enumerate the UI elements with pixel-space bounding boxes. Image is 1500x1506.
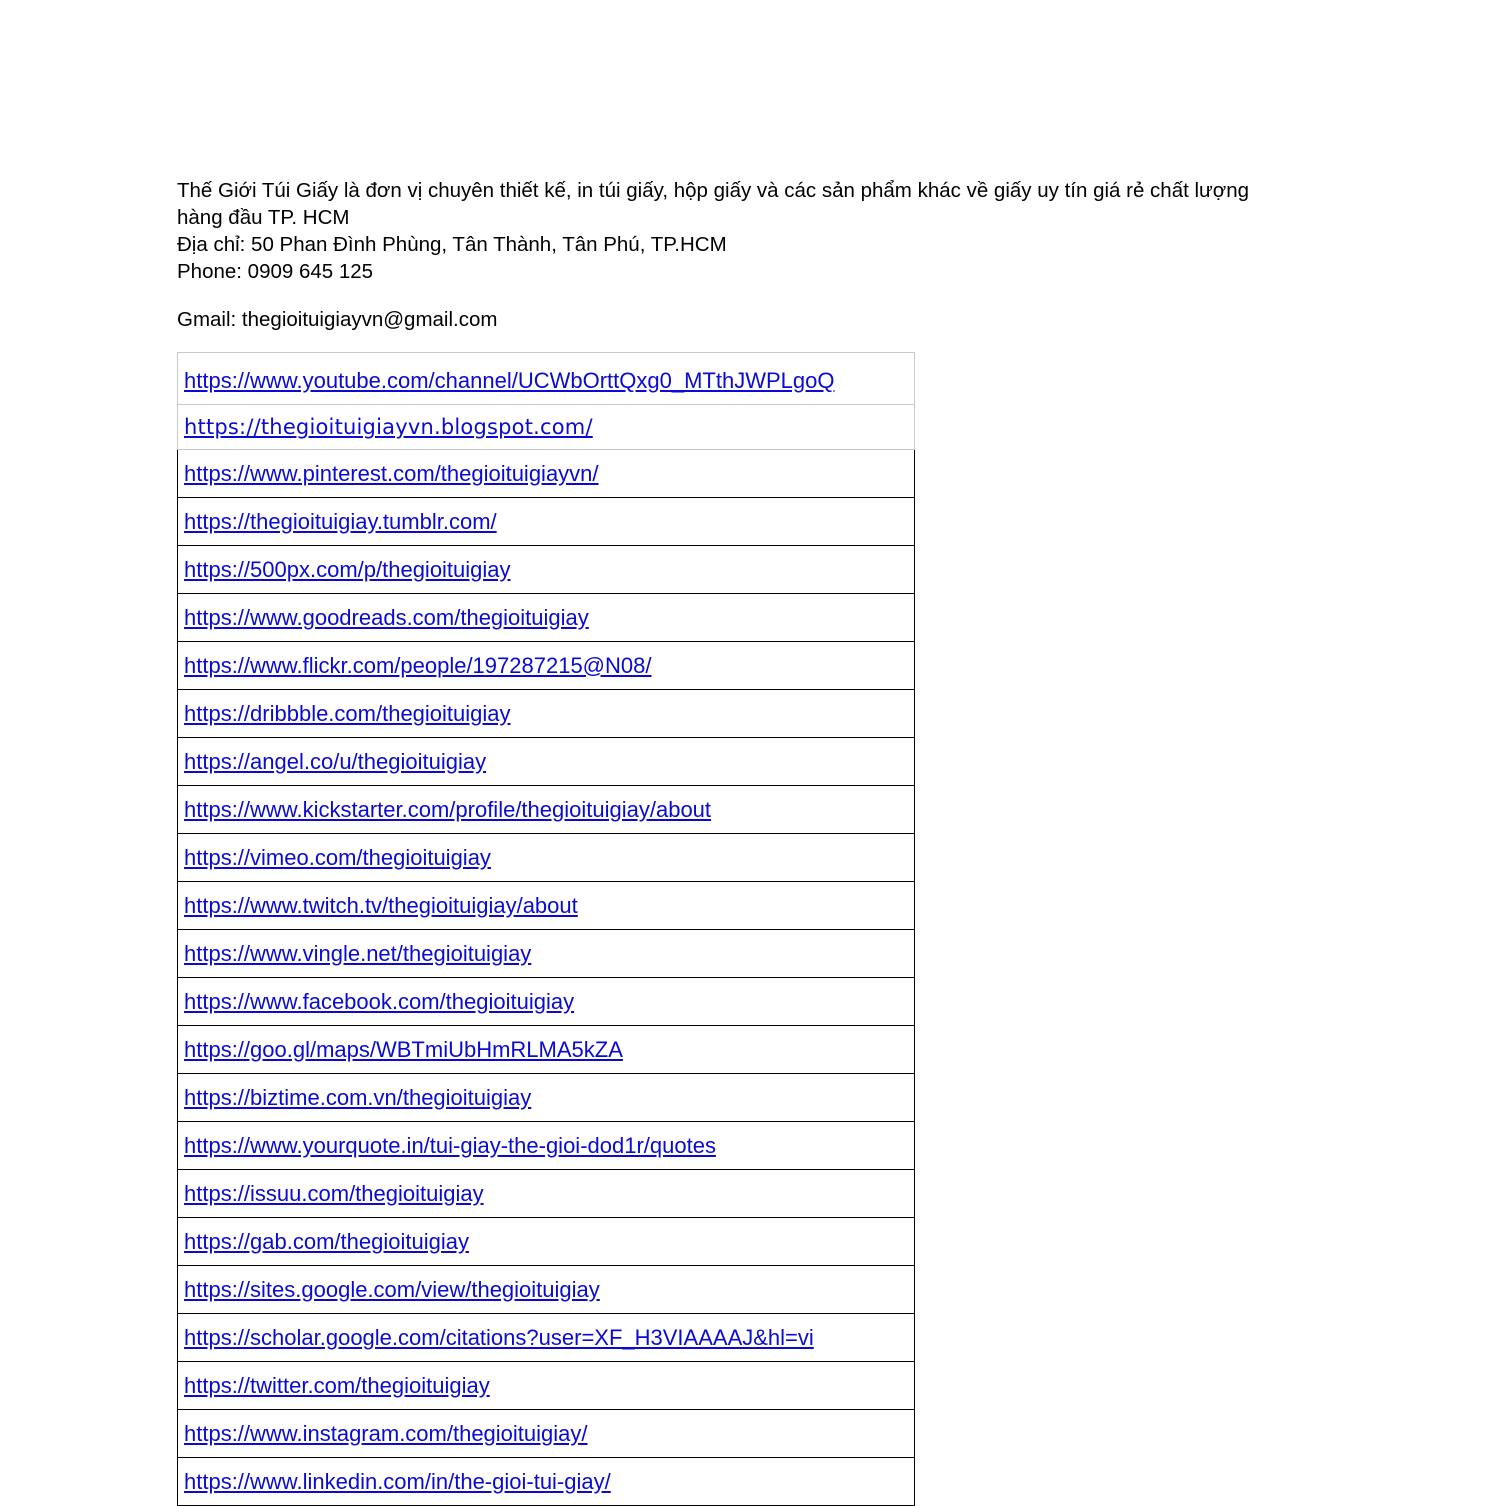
link-cell <box>178 353 915 405</box>
link-cell <box>178 1458 915 1506</box>
table-row <box>178 594 915 642</box>
table-row <box>178 353 915 405</box>
table-row <box>178 1026 915 1074</box>
company-gmail: Gmail: thegioituigiayvn@gmail.com <box>177 308 498 331</box>
table-row <box>178 1266 915 1314</box>
table-row <box>178 1170 915 1218</box>
link-cell <box>178 1122 915 1170</box>
table-row <box>178 1314 915 1362</box>
link-11[interactable]: https://vimeo.com/thegioituigiay <box>184 844 491 870</box>
table-row <box>178 882 915 930</box>
company-description: Thế Giới Túi Giấy là đơn vị chuyên thiết kế, in túi giấy, hộp giấy và các sản phẩm khác về giấy uy tín giá rẻ chất lượng hàng đầu TP. HCM <box>177 179 1250 229</box>
table-row <box>178 834 915 882</box>
table-row <box>178 1122 915 1170</box>
table-row <box>178 738 915 786</box>
table-row <box>178 450 915 498</box>
table-row <box>178 1074 915 1122</box>
link-cell <box>178 642 915 690</box>
link-cell <box>178 1314 915 1362</box>
links-table <box>177 352 915 1506</box>
table-row <box>178 1362 915 1410</box>
link-cell <box>178 498 915 546</box>
link-13[interactable]: https://www.vingle.net/thegioituigiay <box>184 940 532 966</box>
link-15[interactable]: https://goo.gl/maps/WBTmiUbHmRLMA5kZA <box>184 1036 623 1062</box>
table-row <box>178 1410 915 1458</box>
link-18[interactable]: https://issuu.com/thegioituigiay <box>184 1180 484 1206</box>
link-cell <box>178 1218 915 1266</box>
link-24[interactable]: https://www.linkedin.com/in/the-gioi-tui-giay/ <box>184 1468 611 1494</box>
link-17[interactable]: https://www.yourquote.in/tui-giay-the-gioi-dod1r/quotes <box>184 1132 716 1158</box>
link-cell <box>178 738 915 786</box>
table-row <box>178 642 915 690</box>
link-19[interactable]: https://gab.com/thegioituigiay <box>184 1228 469 1254</box>
link-4[interactable]: https://thegioituigiay.tumblr.com/ <box>184 508 497 534</box>
link-cell <box>178 1362 915 1410</box>
table-row <box>178 930 915 978</box>
link-3[interactable]: https://www.pinterest.com/thegioituigiayvn/ <box>184 460 599 486</box>
link-cell <box>178 1074 915 1122</box>
link-cell <box>178 450 915 498</box>
link-8[interactable]: https://dribbble.com/thegioituigiay <box>184 700 511 726</box>
company-phone: Phone: 0909 645 125 <box>177 260 374 283</box>
link-cell <box>178 1170 915 1218</box>
link-cell <box>178 594 915 642</box>
link-cell <box>178 1266 915 1314</box>
table-row <box>178 978 915 1026</box>
link-5[interactable]: https://500px.com/p/thegioituigiay <box>184 556 511 582</box>
company-intro <box>177 177 1287 285</box>
link-2[interactable]: https://thegioituigiayvn.blogspot.com/ <box>184 415 593 439</box>
link-cell <box>178 546 915 594</box>
link-14[interactable]: https://www.facebook.com/thegioituigiay <box>184 988 575 1014</box>
link-1[interactable]: https://www.youtube.com/channel/UCWbOrttQxg0_MTthJWPLgoQ <box>184 367 835 393</box>
link-cell <box>178 882 915 930</box>
link-12[interactable]: https://www.twitch.tv/thegioituigiay/about <box>184 892 578 918</box>
link-22[interactable]: https://twitter.com/thegioituigiay <box>184 1372 490 1398</box>
link-cell <box>178 834 915 882</box>
link-9[interactable]: https://angel.co/u/thegioituigiay <box>184 748 487 774</box>
table-row <box>178 1458 915 1506</box>
link-23[interactable]: https://www.instagram.com/thegioituigiay/ <box>184 1420 588 1446</box>
table-row <box>178 405 915 450</box>
link-cell <box>178 690 915 738</box>
table-row <box>178 498 915 546</box>
table-row <box>178 1218 915 1266</box>
link-cell <box>178 786 915 834</box>
company-address: Địa chỉ: 50 Phan Đình Phùng, Tân Thành, Tân Phú, TP.HCM <box>177 233 727 256</box>
link-21[interactable]: https://scholar.google.com/citations?user=XF_H3VIAAAAJ&hl=vi <box>184 1324 814 1350</box>
table-row <box>178 786 915 834</box>
link-cell <box>178 1026 915 1074</box>
table-row <box>178 690 915 738</box>
link-6[interactable]: https://www.goodreads.com/thegioituigiay <box>184 604 589 630</box>
link-cell <box>178 1410 915 1458</box>
link-7[interactable]: https://www.flickr.com/people/197287215@N08/ <box>184 652 652 678</box>
link-cell <box>178 978 915 1026</box>
link-10[interactable]: https://www.kickstarter.com/profile/thegioituigiay/about <box>184 796 712 822</box>
link-cell <box>178 405 915 450</box>
link-cell <box>178 930 915 978</box>
table-row <box>178 546 915 594</box>
link-20[interactable]: https://sites.google.com/view/thegioituigiay <box>184 1276 600 1302</box>
link-16[interactable]: https://biztime.com.vn/thegioituigiay <box>184 1084 532 1110</box>
